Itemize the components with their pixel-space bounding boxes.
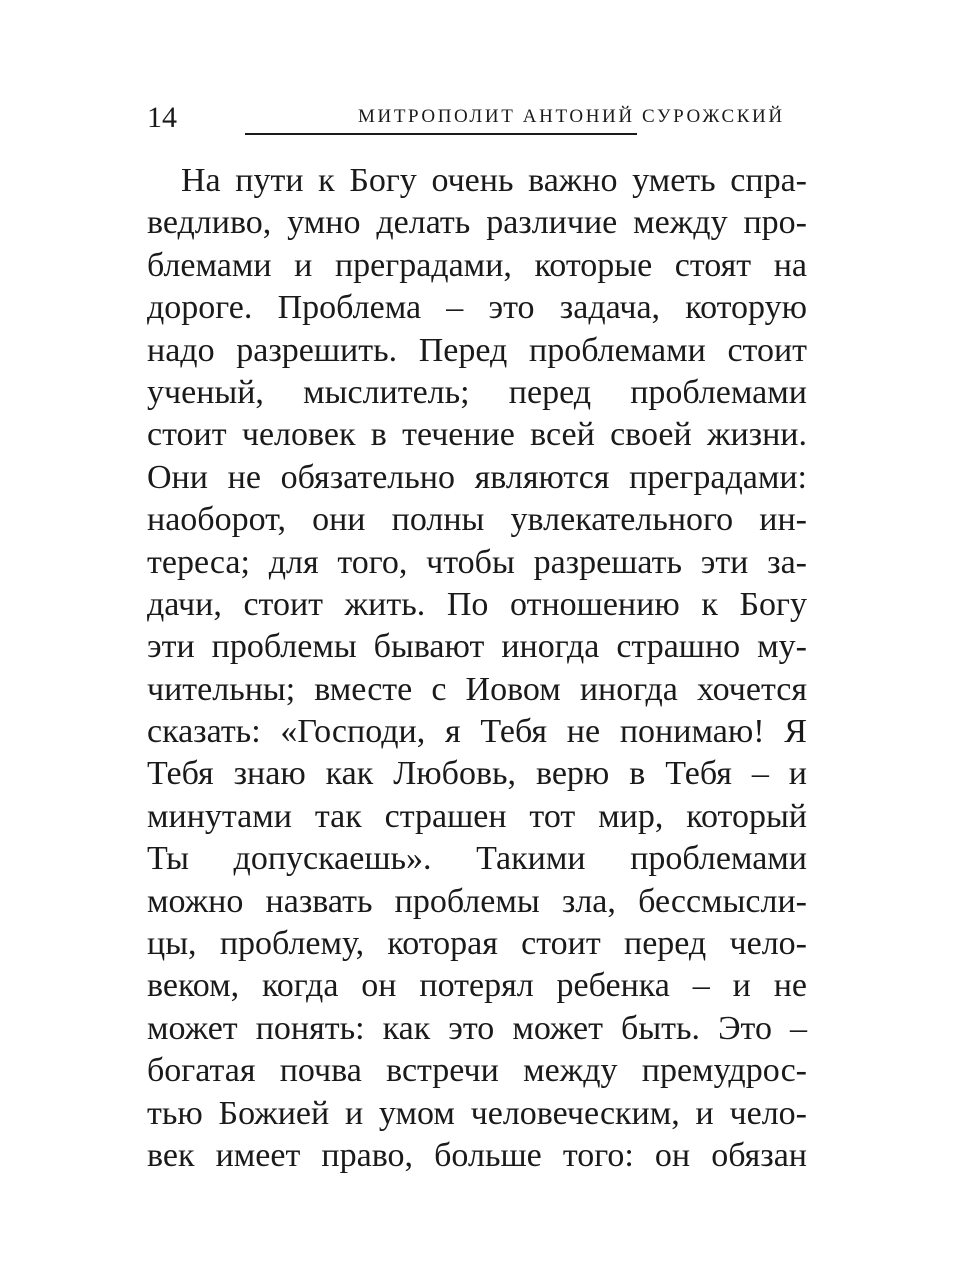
text-line: На пути к Богу очень важно уметь спра- [181, 162, 807, 199]
text-line: минутами так страшен тот мир, который [147, 797, 807, 835]
text-line: сказать: «Господи, я Тебя не понимаю! Я [147, 713, 807, 751]
text-line: дороге. Проблема – это задача, которую [147, 289, 807, 327]
text-line: ведливо, умно делать различие между про- [147, 204, 807, 242]
text-line: Ты допускаешь». Такими проблемами [147, 840, 807, 878]
text-line: тереса; для того, чтобы разрешать эти за- [147, 543, 807, 581]
running-title: МИТРОПОЛИТ АНТОНИЙ СУРОЖСКИЙ [358, 106, 785, 127]
text-line: ученый, мыслитель; перед проблемами [147, 373, 807, 411]
text-line: дачи, стоит жить. По отношению к Богу [147, 585, 807, 623]
text-line: веком, когда он потерял ребенка – и не [147, 967, 807, 1005]
text-line: цы, проблему, которая стоит перед чело- [147, 925, 807, 963]
text-line: надо разрешить. Перед проблемами стоит [147, 331, 807, 369]
body-paragraph [147, 160, 807, 1177]
text-line: чительны; вместе с Иовом иногда хочется [147, 670, 807, 708]
text-line: стоит человек в течение всей своей жизни. [147, 416, 807, 454]
text-line: тью Божией и умом человеческим, и чело- [147, 1094, 807, 1132]
text-line: можно назвать проблемы зла, бессмысли- [147, 882, 807, 920]
text-line: эти проблемы бывают иногда страшно му- [147, 628, 807, 666]
text-line: век имеет право, больше того: он обязан [147, 1136, 807, 1174]
text-line: наоборот, они полны увлекательного ин- [147, 501, 807, 539]
text-line: блемами и преградами, которые стоят на [147, 246, 807, 284]
header-rule [245, 133, 637, 135]
text-line: может понять: как это может быть. Это – [147, 1009, 807, 1047]
text-line: богатая почва встречи между премудрос- [147, 1052, 807, 1090]
text-line: Тебя знаю как Любовь, верю в Тебя – и [147, 755, 807, 793]
page-number: 14 [147, 101, 177, 134]
text-line: Они не обязательно являются преградами: [147, 458, 807, 496]
